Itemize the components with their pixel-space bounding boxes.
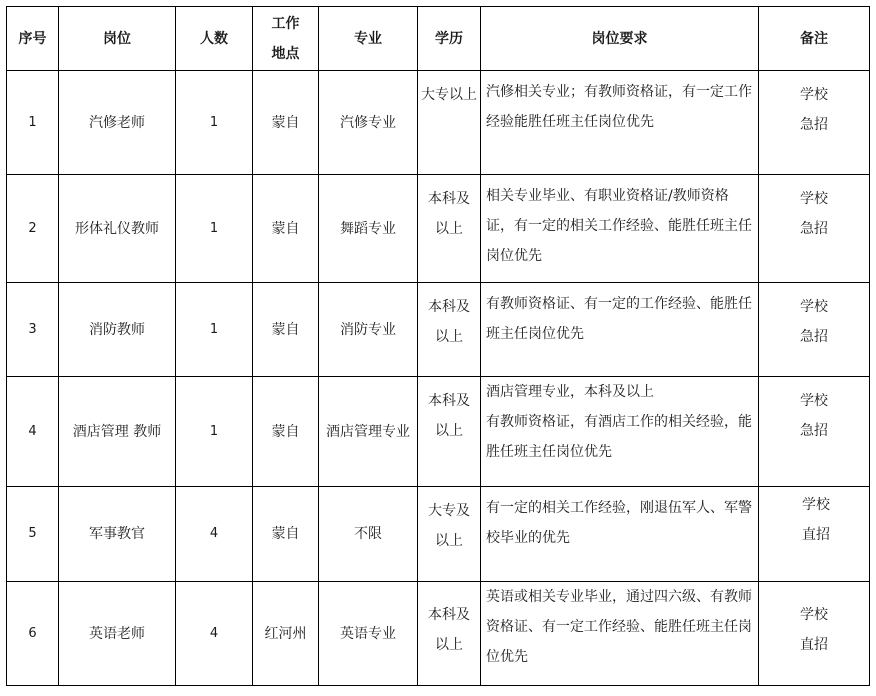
cell-no: 3 — [7, 283, 59, 377]
cell-remarks-text: 学校急招 — [800, 299, 828, 345]
cell-position: 酒店管理 教师 — [59, 377, 176, 487]
cell-requirements — [481, 487, 759, 582]
header-position: 岗位 — [59, 7, 176, 71]
table-row — [7, 283, 870, 377]
header-no: 序号 — [7, 7, 59, 71]
cell-no: 6 — [7, 582, 59, 686]
cell-requirements-text: 酒店管理专业，本科及以上 有教师资格证，有酒店工作的相关经验，能胜任班主任岗位优先 — [486, 384, 752, 460]
cell-position: 英语老师 — [59, 582, 176, 686]
table-row — [7, 175, 870, 283]
cell-education-text: 大专及以上 — [428, 503, 470, 549]
cell-remarks-text: 学校直招 — [800, 607, 828, 653]
cell-requirements — [481, 283, 759, 377]
cell-education-text: 本科及以上 — [428, 607, 470, 653]
cell-count: 1 — [176, 377, 253, 487]
cell-count: 1 — [176, 175, 253, 283]
cell-no: 5 — [7, 487, 59, 582]
cell-position: 汽修老师 — [59, 71, 176, 175]
cell-requirements-text: 相关专业毕业、有职业资格证/教师资格证，有一定的相关工作经验、能胜任班主任岗位优先 — [486, 188, 752, 264]
cell-remarks-text: 学校急招 — [800, 87, 828, 133]
table-row — [7, 487, 870, 582]
cell-education — [418, 582, 481, 686]
cell-remarks — [759, 377, 870, 487]
cell-remarks-text: 学校急招 — [800, 393, 828, 439]
header-count: 人数 — [176, 7, 253, 71]
table-row — [7, 71, 870, 175]
cell-education-text: 本科及以上 — [428, 299, 470, 345]
job-table-wrapper — [6, 6, 870, 686]
cell-location: 红河州 — [253, 582, 319, 686]
table-row — [7, 377, 870, 487]
cell-education — [418, 175, 481, 283]
cell-count: 1 — [176, 71, 253, 175]
cell-location: 蒙自 — [253, 71, 319, 175]
cell-major: 舞蹈专业 — [319, 175, 418, 283]
cell-position: 军事教官 — [59, 487, 176, 582]
cell-remarks-text: 学校急招 — [800, 191, 828, 237]
cell-no: 4 — [7, 377, 59, 487]
job-table — [6, 6, 870, 686]
cell-requirements-text: 有教师资格证、有一定的工作经验、能胜任班主任岗位优先 — [486, 296, 752, 342]
cell-education-text: 大专以上 — [421, 87, 477, 103]
cell-education — [418, 71, 481, 175]
cell-education — [418, 487, 481, 582]
cell-major: 汽修专业 — [319, 71, 418, 175]
header-major: 专业 — [319, 7, 418, 71]
cell-remarks — [759, 175, 870, 283]
cell-position: 形体礼仪教师 — [59, 175, 176, 283]
cell-education-text: 本科及以上 — [428, 191, 470, 237]
header-remarks: 备注 — [759, 7, 870, 71]
header-location-text: 工作地点 — [271, 15, 300, 62]
cell-remarks-text: 学校直招 — [802, 497, 830, 543]
cell-education-text: 本科及以上 — [428, 393, 470, 439]
cell-requirements-text: 有一定的相关工作经验，刚退伍军人、军警校毕业的优先 — [486, 500, 752, 546]
cell-major: 英语专业 — [319, 582, 418, 686]
header-education: 学历 — [418, 7, 481, 71]
cell-no: 2 — [7, 175, 59, 283]
cell-major: 不限 — [319, 487, 418, 582]
cell-major: 酒店管理专业 — [319, 377, 418, 487]
cell-location: 蒙自 — [253, 487, 319, 582]
cell-location: 蒙自 — [253, 175, 319, 283]
cell-location: 蒙自 — [253, 283, 319, 377]
header-requirements: 岗位要求 — [481, 7, 759, 71]
cell-no: 1 — [7, 71, 59, 175]
cell-count: 4 — [176, 582, 253, 686]
header-row — [7, 7, 870, 71]
cell-position: 消防教师 — [59, 283, 176, 377]
cell-education — [418, 377, 481, 487]
cell-location: 蒙自 — [253, 377, 319, 487]
cell-count: 4 — [176, 487, 253, 582]
cell-requirements — [481, 71, 759, 175]
cell-requirements-text: 汽修相关专业；有教师资格证，有一定工作经验能胜任班主任岗位优先 — [486, 84, 752, 130]
cell-requirements — [481, 582, 759, 686]
cell-remarks — [759, 582, 870, 686]
cell-count: 1 — [176, 283, 253, 377]
header-location — [253, 7, 319, 71]
cell-requirements — [481, 377, 759, 487]
table-row — [7, 582, 870, 686]
cell-requirements — [481, 175, 759, 283]
cell-education — [418, 283, 481, 377]
cell-remarks — [759, 283, 870, 377]
cell-major: 消防专业 — [319, 283, 418, 377]
cell-requirements-text: 英语或相关专业毕业，通过四六级、有教师资格证、有一定工作经验、能胜任班主任岗位优先 — [486, 589, 752, 665]
cell-remarks — [759, 71, 870, 175]
cell-remarks — [759, 487, 870, 582]
